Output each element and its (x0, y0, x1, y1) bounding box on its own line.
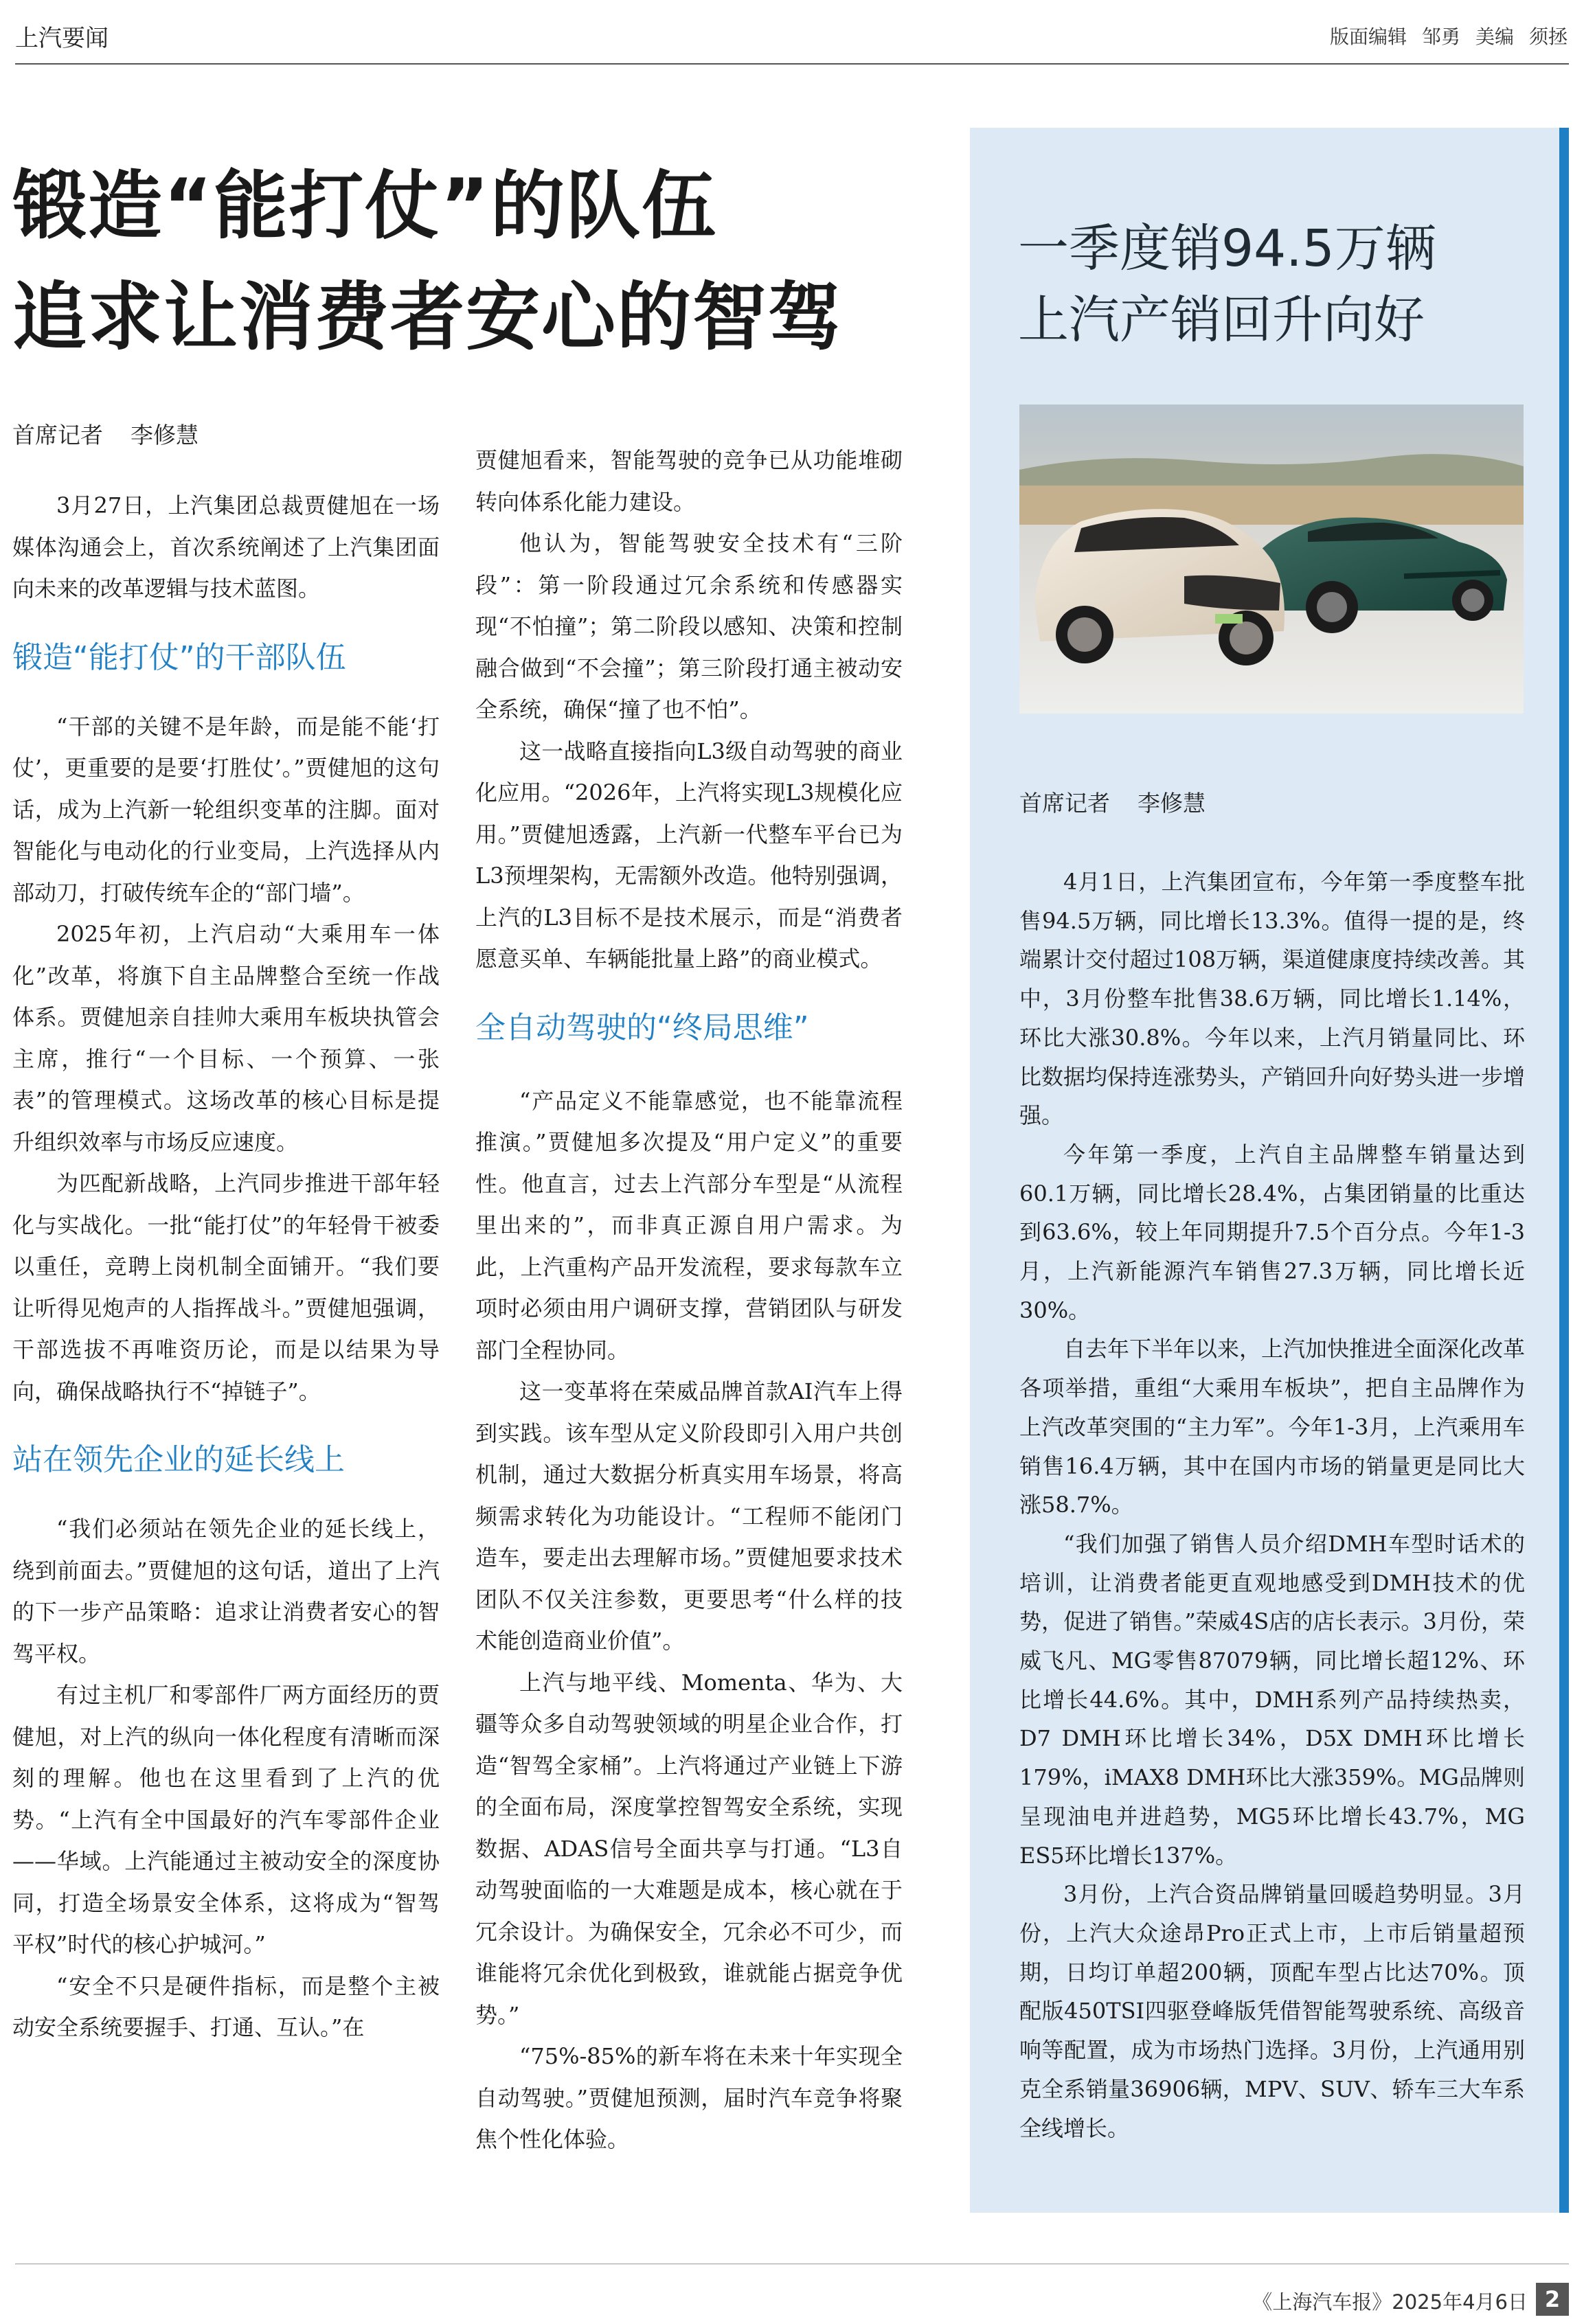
sidebar-paragraph: 3月份，上汽合资品牌销量回暖趋势明显。3月份，上汽大众途昂Pro正式上市，上市后销量超预期，日均订单超200辆，顶配车型占比达70%。顶配版450TSI四驱登峰版凭借智能驾驶系统、高级音响等配置，成为市场热门选择。3月份，上汽通用别克全系销量36906辆，MPV、SUV、轿车三大车系全线增长。 (1019, 1881, 1525, 2141)
car-photo (1019, 405, 1524, 714)
section-name: 上汽要闻 (15, 25, 109, 52)
byline-role: 首席记者 (12, 422, 103, 448)
article-paragraph: 上汽与地平线、Momenta、华为、大疆等众多自动驾驶领域的明星企业合作，打造“智驾全家桶”。上汽将通过产业链上下游的全面布局，深度掌控智驾安全系统，实现数据、ADAS信号全面共享与打通。“L3自动驾驶面临的一大难题是成本，核心就在于冗余设计。为确保安全，冗余必不可少，而谁能将冗余优化到极致，谁就能占据竞争优势。” (475, 1669, 903, 2028)
sidebar-body (1019, 863, 1525, 2148)
credit-name-designer: 须拯 (1528, 25, 1568, 48)
footer-publication-date: 《上海汽车报》2025年4月6日 (1252, 2290, 1528, 2314)
section-subhead: 锻造“能打仗”的干部队伍 (12, 639, 346, 675)
article-paragraph: “产品定义不能靠感觉，也不能靠流程推演。”贾健旭多次提及“用户定义”的重要性。他直言，过去上汽部分车型是“从流程里出来的”，而非真正源自用户需求。为此，上汽重构产品开发流程，要求每款车立项时必须由用户调研支撑，营销团队与研发部门全程协同。 (475, 1087, 903, 1363)
sidebar-headline-line-2: 上汽产销回升向好 (1018, 290, 1425, 350)
article-paragraph: 这一变革将在荣威品牌首款AI汽车上得到实践。该车型从定义阶段即引入用户共创机制，通过大数据分析真实用车场景，将高频需求转化为功能设计。“工程师不能闭门造车，要走出去理解市场。”贾健旭要求技术团队不仅关注参数，更要思考“什么样的技术能创造商业价值”。 (475, 1378, 903, 1654)
credit-label-designer: 美编 (1475, 25, 1514, 48)
sidebar-news-box (970, 128, 1569, 2213)
sidebar-byline-role: 首席记者 (1019, 790, 1110, 817)
sidebar-headline (1018, 213, 1436, 356)
credit-name-editor: 邹勇 (1421, 25, 1460, 48)
page-number: 2 (1536, 2283, 1569, 2316)
sidebar-byline (1019, 784, 1206, 823)
section-subhead: 全自动驾驶的“终局思维” (475, 1010, 809, 1045)
sidebar-headline-line-1: 一季度销94.5万辆 (1018, 219, 1436, 278)
headline-line-2: 追求让消费者安心的智驾 (12, 275, 844, 361)
article-byline (12, 415, 199, 457)
section-subhead: 站在领先企业的延长线上 (12, 1442, 345, 1477)
column-1-body (12, 485, 440, 2049)
credit-label-editor: 版面编辑 (1329, 25, 1407, 48)
article-paragraph: 为匹配新战略，上汽同步推进干部年轻化与实战化。一批“能打仗”的年轻骨干被委以重任，竞聘上岗机制全面铺开。“我们要让听得见炮声的人指挥战斗。”贾健旭强调，干部选拔不再唯资历论，而是以结果为导向，确保战略执行不“掉链子”。 (12, 1170, 440, 1404)
sidebar-paragraph: 今年第一季度，上汽自主品牌整车销量达到60.1万辆，同比增长28.4%，占集团销量的比重达到63.6%，较上年同期提升7.5个百分点。今年1-3月，上汽新能源汽车销售27.3万辆，同比增长近30%。 (1019, 1141, 1525, 1323)
article-paragraph: “安全不只是硬件指标，而是整个主被动安全系统要握手、打通、互认。”在 (12, 1972, 440, 2040)
column-2-body (475, 440, 903, 2161)
article-paragraph: “75%-85%的新车将在未来十年实现全自动驾驶。”贾健旭预测，届时汽车竞争将聚焦个性化体验。 (475, 2043, 903, 2152)
sidebar-paragraph: 自去年下半年以来，上汽加快推进全面深化改革各项举措，重组“大乘用车板块”，把自主品牌作为上汽改革突围的“主力军”。今年1-3月，上汽乘用车销售16.4万辆，其中在国内市场的销量更是同比大涨58.7%。 (1019, 1336, 1526, 1518)
sidebar-byline-name: 李修慧 (1138, 790, 1206, 817)
editor-credits (1315, 22, 1568, 49)
article-paragraph: 2025年初，上汽启动“大乘用车一体化”改革，将旗下自主品牌整合至统一作战体系。贾健旭亲自挂帅大乘用车板块执管会主席，推行“一个目标、一个预算、一张表”的管理模式。这场改革的核心目标是提升组织效率与市场反应速度。 (12, 921, 440, 1155)
headline-line-1: 锻造“能打仗”的队伍 (12, 163, 717, 249)
sidebar-paragraph: “我们加强了销售人员介绍DMH车型时话术的培训，让消费者能更直观地感受到DMH技术的优势，促进了销售。”荣威4S店的店长表示。3月份，荣威飞凡、MG零售87079辆，同比增长超12%、环比增长44.6%。其中，DMH系列产品持续热卖，D7 DMH环比增长34%，D5X DMH环比增长179%，iMAX8 DMH环比大涨359%。MG品牌则呈现油电并进趋势，MG5环比增长43.7%，MG ES5环比增长137%。 (1019, 1530, 1525, 1869)
sidebar-paragraph: 4月1日，上汽集团宣布，今年第一季度整车批售94.5万辆，同比增长13.3%。值得一提的是，终端累计交付超过108万辆，渠道健康度持续改善。其中，3月份整车批售38.6万辆，同比增长1.14%，环比大涨30.8%。今年以来，上汽月销量同比、环比数据均保持连涨势头，产销回升向好势头进一步增强。 (1019, 869, 1526, 1129)
article-paragraph: 贾健旭看来，智能驾驶的竞争已从功能堆砌转向体系化能力建设。 (475, 447, 903, 515)
sidebar-accent-bar (1559, 128, 1569, 2213)
article-paragraph: “干部的关键不是年龄，而是能不能‘打仗’，更重要的是要‘打胜仗’。”贾健旭的这句话，成为上汽新一轮组织变革的注脚。面对智能化与电动化的行业变局，上汽选择从内部动刀，打破传统车企的“部门墙”。 (12, 713, 440, 906)
article-paragraph: 这一战略直接指向L3级自动驾驶的商业化应用。“2026年，上汽将实现L3规模化应用。”贾健旭透露，上汽新一代整车平台已为L3预埋架构，无需额外改造。他特别强调，上汽的L3目标不是技术展示，而是“消费者愿意买单、车辆能批量上路”的商业模式。 (475, 738, 903, 972)
car-photo-illustration (1019, 405, 1524, 714)
byline-name: 李修慧 (131, 422, 199, 448)
article-paragraph: “我们必须站在领先企业的延长线上，绕到前面去。”贾健旭的这句话，道出了上汽的下一步产品策略：追求让消费者安心的智驾平权。 (12, 1516, 440, 1667)
article-paragraph: 3月27日，上汽集团总裁贾健旭在一场媒体沟通会上，首次系统阐述了上汽集团面向未来的改革逻辑与技术蓝图。 (12, 492, 440, 602)
article-paragraph: 他认为，智能驾驶安全技术有“三阶段”：第一阶段通过冗余系统和传感器实现“不怕撞”；第二阶段以感知、决策和控制融合做到“不会撞”；第三阶段打通主被动安全系统，确保“撞了也不怕”。 (475, 530, 903, 722)
article-paragraph: 有过主机厂和零部件厂两方面经历的贾健旭，对上汽的纵向一体化程度有清晰而深刻的理解。他也在这里看到了上汽的优势。“上汽有全中国最好的汽车零部件企业——华域。上汽能通过主被动安全的深度协同，打造全场景安全体系，这将成为“智驾平权”时代的核心护城河。” (12, 1682, 440, 1957)
